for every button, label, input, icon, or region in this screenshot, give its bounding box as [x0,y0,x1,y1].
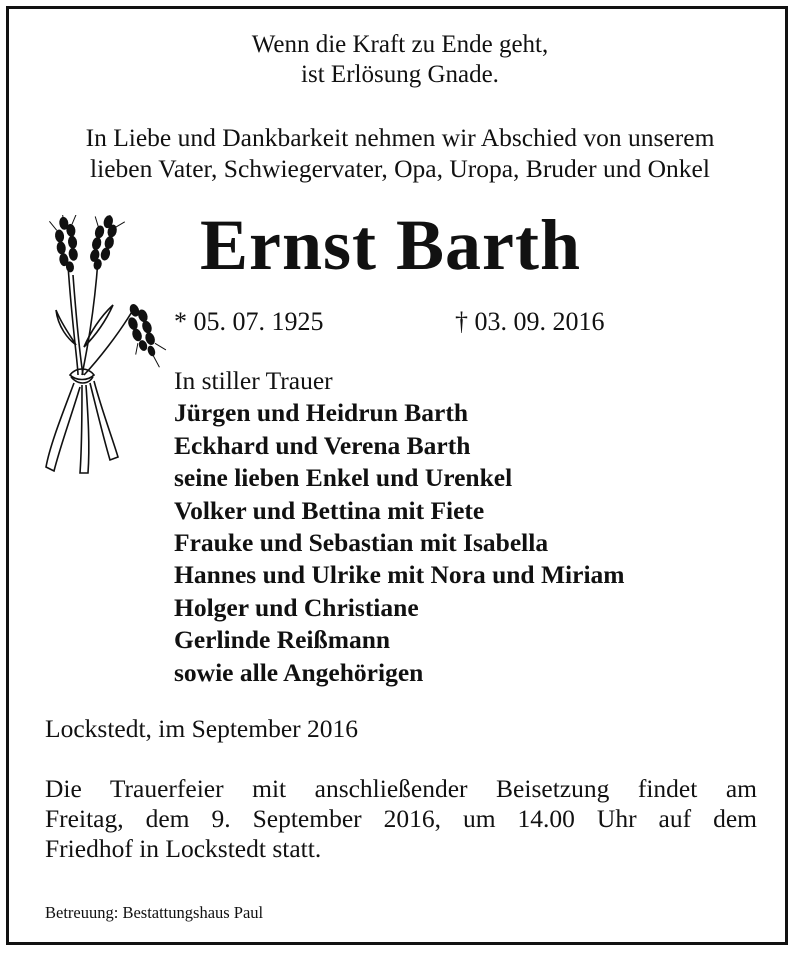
mourner-line: Frauke und Sebastian mit Isabella [174,528,549,558]
intro-line: lieben Vater, Schwiegervater, Opa, Uropa, Bruder und Onkel [90,154,710,183]
deceased-name: Ernst Barth [200,205,582,285]
intro-line: In Liebe und Dankbarkeit nehmen wir Abschied von unserem [85,123,715,152]
intro-text [0,122,800,184]
death-date: † 03. 09. 2016 [455,307,605,336]
service-line: Freitag, dem 9. September 2016, um 14.00 Uhr auf dem [45,804,757,833]
mourner-line: sowie alle Angehörigen [174,657,424,687]
mourner-line: Eckhard und Verena Barth [174,430,471,460]
funeral-home-credit: Betreuung: Bestattungshaus Paul [45,903,264,922]
motto-line: ist Erlösung Gnade. [301,61,499,88]
motto [0,30,800,90]
mourner-line: seine lieben Enkel und Urenkel [174,463,513,493]
mourners-list [174,365,625,689]
wheat-bundle-icon [38,215,168,480]
mourner-line: Holger und Christiane [174,592,419,622]
mourner-line: Hannes und Ulrike mit Nora und Miriam [174,560,625,590]
mourner-line: Volker und Bettina mit Fiete [174,495,485,525]
motto-line: Wenn die Kraft zu Ende geht, [251,31,549,58]
mourners-intro: In stiller Trauer [174,366,333,395]
service-line: Die Trauerfeier mit anschließender Beisetzung findet am [45,774,757,803]
place-date: Lockstedt, im September 2016 [45,714,359,743]
service-info [45,774,757,864]
birth-date: * 05. 07. 1925 [174,307,324,336]
service-line: Friedhof in Lockstedt statt. [45,834,322,863]
mourner-line: Jürgen und Heidrun Barth [174,398,469,428]
mourner-line: Gerlinde Reißmann [174,625,391,655]
